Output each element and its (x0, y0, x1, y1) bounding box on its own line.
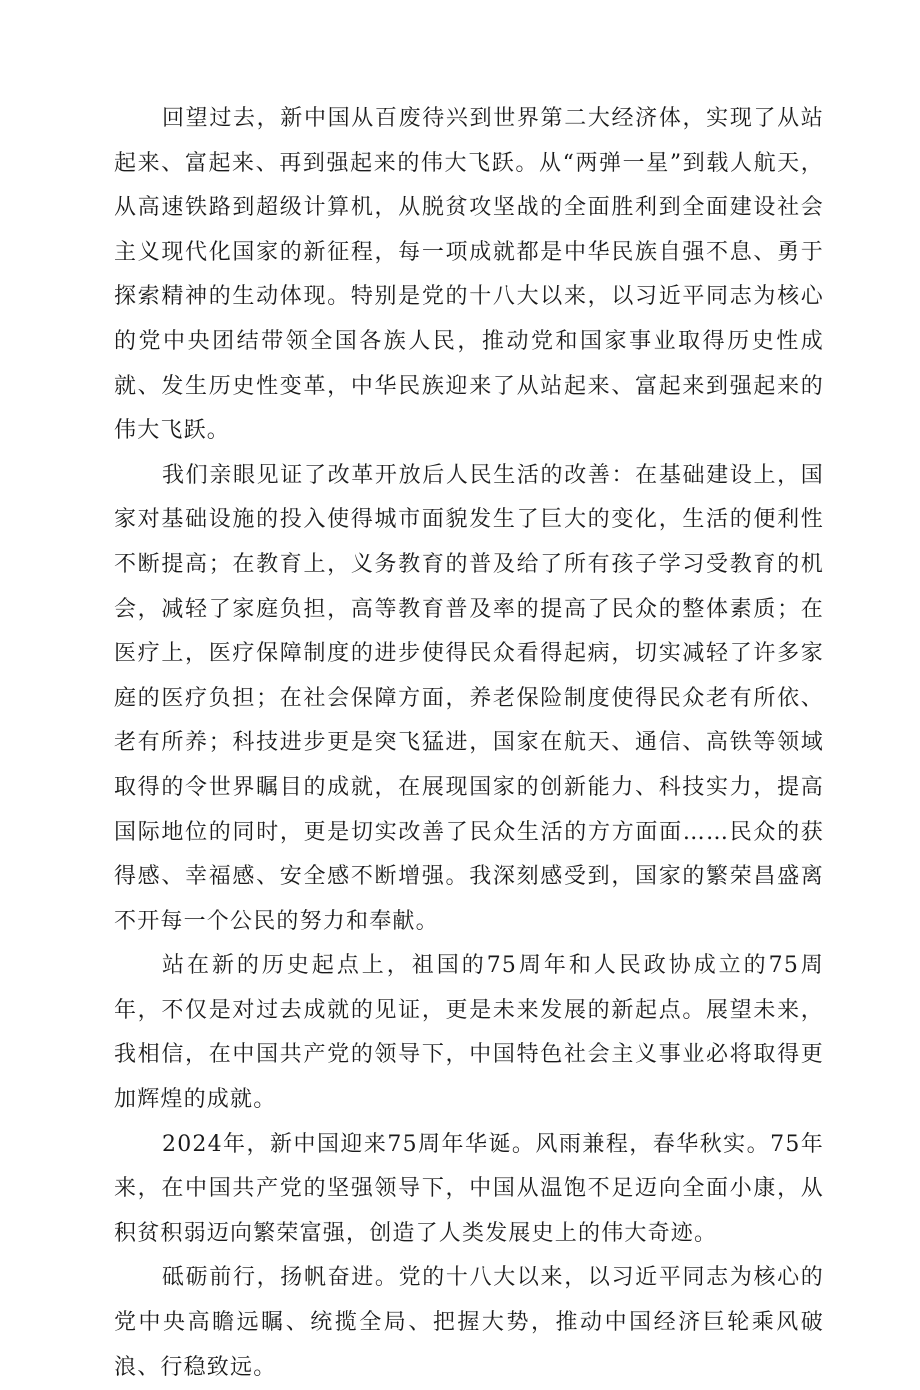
paragraph-look-back: 回望过去，新中国从百废待兴到世界第二大经济体，实现了从站起来、富起来、再到强起来的伟大飞跃。从“两弹一星”到载人航天，从高速铁路到超级计算机，从脱贫攻坚战的全面胜利到全面建设社会主义现代化国家的新征程，每一项成就都是中华民族自强不息、勇于探索精神的生动体现。特别是党的十八大以来，以习近平同志为核心的党中央团结带领全国各族人民，推动党和国家事业取得历史性成就、发生历史性变革，中华民族迎来了从站起来、富起来到强起来的伟大飞跃。 (114, 106, 824, 444)
document-body (114, 97, 824, 1390)
paragraph-75th-anniversary: 2024年，新中国迎来75周年华诞。风雨兼程，春华秋实。75年来，在中国共产党的坚强领导下，中国从温饱不足迈向全面小康，从积贫积弱迈向繁荣富强，创造了人类发展史上的伟大奇迹。 (114, 1131, 824, 1246)
paragraph-new-starting-point: 站在新的历史起点上，祖国的75周年和人民政协成立的75周年，不仅是对过去成就的见证，更是未来发展的新起点。展望未来，我相信，在中国共产党的领导下，中国特色社会主义事业必将取得更加辉煌的成就。 (114, 953, 824, 1113)
paragraph-forge-ahead: 砥砺前行，扬帆奋进。党的十八大以来，以习近平同志为核心的党中央高瞻远瞩、统揽全局、把握大势，推动中国经济巨轮乘风破浪、行稳致远。 (114, 1265, 824, 1380)
paragraph-life-improvement: 我们亲眼见证了改革开放后人民生活的改善：在基础建设上，国家对基础设施的投入使得城市面貌发生了巨大的变化，生活的便利性不断提高；在教育上，义务教育的普及给了所有孩子学习受教育的机会，减轻了家庭负担，高等教育普及率的提高了民众的整体素质；在医疗上，医疗保障制度的进步使得民众看得起病，切实减轻了许多家庭的医疗负担；在社会保障方面，养老保险制度使得民众老有所依、老有所养；科技进步更是突飞猛进，国家在航天、通信、高铁等领域取得的令世界瞩目的成就，在展现国家的创新能力、科技实力，提高国际地位的同时，更是切实改善了民众生活的方方面面……民众的获得感、幸福感、安全感不断增强。我深刻感受到，国家的繁荣昌盛离不开每一个公民的努力和奉献。 (114, 462, 824, 934)
